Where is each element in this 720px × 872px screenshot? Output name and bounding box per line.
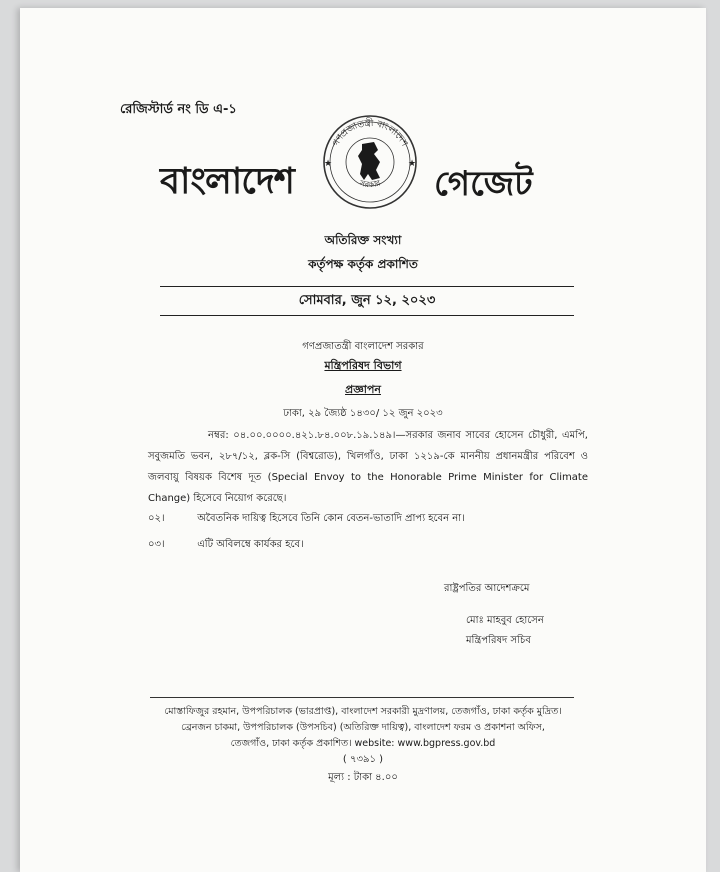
notice-item xyxy=(148,537,304,554)
extra-issue-label: অতিরিক্ত সংখ্যা xyxy=(324,233,402,247)
svg-text:সরকার xyxy=(358,178,382,189)
seal-text-top: গণপ্রজাতন্ত্রী বাংলাদেশ xyxy=(331,118,409,149)
footer-price: মূল্য : টাকা ৪.০০ xyxy=(328,772,398,783)
footer-website-line: তেজগাঁও, ঢাকা কর্তৃক প্রকাশিত। website: www.bgpress.gov.bd xyxy=(230,738,496,749)
registration-number: রেজিস্টার্ড নং ডি এ-১ xyxy=(120,102,237,117)
gazette-page xyxy=(20,8,706,872)
svg-text:★: ★ xyxy=(408,159,417,169)
notice-paragraph xyxy=(148,425,588,509)
division-name-text: মন্ত্রিপরিষদ বিভাগ xyxy=(324,359,402,372)
presidential-order: রাষ্ট্রপতির আদেশক্রমে xyxy=(444,583,530,594)
footer-publisher-line: ব্রেনজন চাকমা, উপপরিচালক (উপসচিব) (অতিরিক্ত দায়িত্ব), বাংলাদেশ ফরম ও প্রকাশনা অফিস, xyxy=(181,722,545,733)
item-text: এটি অবিলম্বে কার্যকর হবে। xyxy=(197,539,304,550)
item-number: ০২। xyxy=(148,513,165,524)
item-text: অবৈতনিক দায়িত্ব হিসেবে তিনি কোন বেতন-ভাতাদি প্রাপ্য হবেন না। xyxy=(197,513,465,524)
gazette-title-right: গেজেট xyxy=(434,164,533,204)
footer-divider xyxy=(150,697,574,698)
notice-item xyxy=(148,511,465,528)
signatory-title: মন্ত্রিপরিষদ সচিব xyxy=(466,635,531,646)
notice-date-line: ঢাকা, ২৯ জ্যৈষ্ঠ ১৪৩০/ ১২ জুন ২০২৩ xyxy=(283,408,443,419)
footer-printer-line: মোস্তাফিজুর রহমান, উপপরিচালক (ভারপ্রাপ্ত), বাংলাদেশ সরকারী মুদ্রণালয়, তেজগাঁও, ঢাকা কর্তৃক মুদ্রিত। xyxy=(164,706,562,717)
notice-paragraph-text: নম্বর: ০৪.০০.০০০০.৪২১.৮৪.০০৮.১৯.১৪৯।—সরকার জনাব সাবের হোসেন চৌধুরী, এমপি, সবুজমতি ভবন, ২৮৭/১২, ব্লক-সি (বিশ্বরোড), খিলগাঁও, ঢাকা ১২১৯-কে মাননীয় প্রধানমন্ত্রীর পরিবেশ ও জলবায়ু বিষয়ক বিশেষ দূত (Special Envoy to the Honorable Prime Minister for Climate Change) হিসেবে নিয়োগ করেছে। xyxy=(148,430,588,504)
signatory-name: মোঃ মাহবুব হোসেন xyxy=(466,615,544,626)
footer-code: ( ৭৩৯১ ) xyxy=(342,754,384,765)
published-by-label: কর্তৃপক্ষ কর্তৃক প্রকাশিত xyxy=(308,257,418,271)
item-number: ০৩। xyxy=(148,539,165,550)
notice-type xyxy=(20,381,706,400)
svg-text:★: ★ xyxy=(324,159,333,169)
gazette-title-left: বাংলাদেশ xyxy=(160,161,294,202)
government-seal-icon xyxy=(300,104,440,212)
government-name: গণপ্রজাতন্ত্রী বাংলাদেশ সরকার xyxy=(302,341,424,352)
issue-date: সোমবার, জুন ১২, ২০২৩ xyxy=(160,286,574,316)
notice-type-text: প্রজ্ঞাপন xyxy=(345,383,381,396)
division-name xyxy=(20,357,706,376)
seal-text-bottom: সরকার xyxy=(358,178,382,190)
